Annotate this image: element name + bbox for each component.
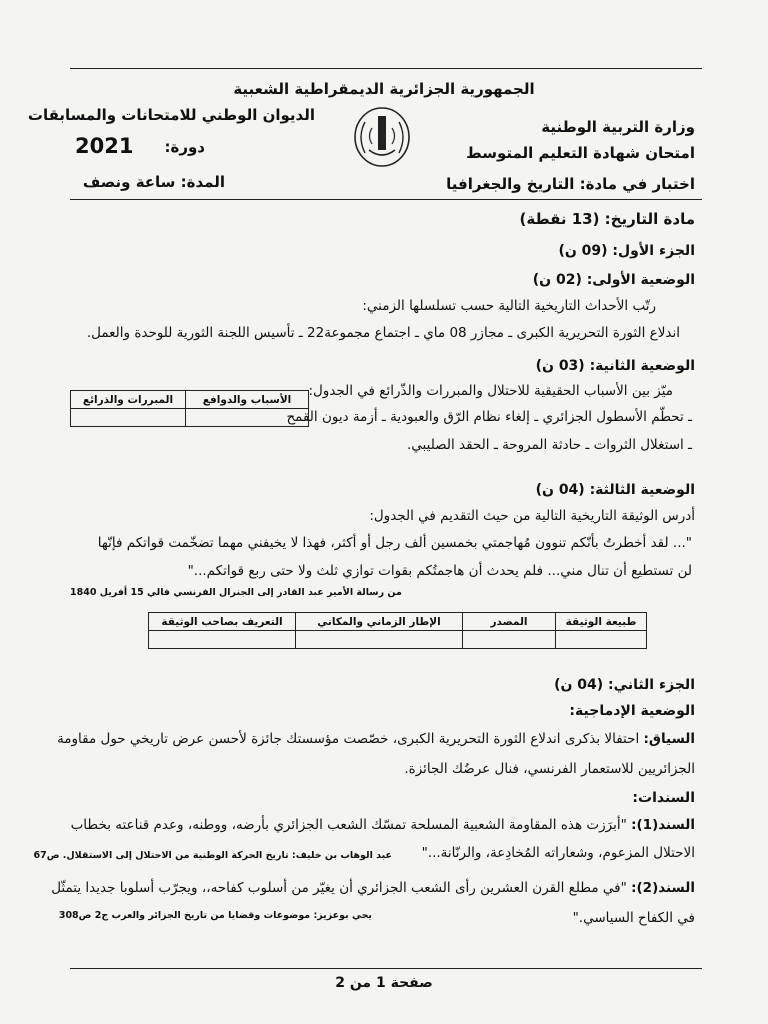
- situation3-title: الوضعية الثالثة: (04 ن): [535, 482, 695, 498]
- support1-label: السند(1):: [631, 817, 695, 833]
- national-emblem-seal-icon: [343, 106, 421, 168]
- ministry-name: وزارة التربية الوطنية: [541, 118, 695, 136]
- situation2-line1: ـ تحطّم الأسطول الجزائري ـ إلغاء نظام الرّق والعبودية ـ أزمة ديون القمح: [286, 409, 692, 425]
- doc-source-header: المصدر: [463, 613, 556, 631]
- header-rule: [70, 199, 702, 200]
- page-number: صفحة 1 من 2: [335, 975, 433, 991]
- session-year: 2021: [75, 134, 134, 158]
- support1-line2: الاحتلال المزعوم، وشعاراته المُخادِعة، والرنّانة...": [421, 845, 695, 861]
- doc-author-cell: [149, 631, 296, 649]
- situation2-title: الوضعية الثانية: (03 ن): [535, 358, 695, 374]
- document-source: من رسالة الأمير عبد القادر إلى الجنرال الفرنسي فالي 15 أفريل 1840: [70, 587, 402, 598]
- doc-frame-header: الإطار الزماني والمكاني: [296, 613, 463, 631]
- support1-source: عبد الوهاب بن خليف: تاريخ الحركة الوطنية من الاحتلال إلى الاستقلال. ص67: [33, 850, 392, 861]
- context-text: احتفالا بذكرى اندلاع الثورة التحريرية الكبرى، خصّصت مؤسستك جائزة لأحسن عرض تاريخي حول مقاومة: [57, 731, 644, 747]
- support2-label: السند(2):: [631, 880, 695, 896]
- situation3-instruction: أدرس الوثيقة التاريخية التالية من حيث التقديم في الجدول:: [369, 508, 695, 524]
- part2-title: الجزء الثاني: (04 ن): [554, 677, 695, 693]
- support1-line1: [71, 817, 695, 833]
- causes-table: [70, 390, 309, 427]
- session-label: دورة:: [164, 138, 205, 156]
- situation1-instruction: رتّب الأحداث التاريخية التالية حسب تسلسلها الزمني:: [362, 298, 656, 314]
- document-quote-line2: لن تستطيع أن تنال مني... فلم يحدث أن هاجمتُكم بقوات توازي ثلث ولا حتى ربع قواتكم...": [187, 563, 692, 579]
- support2-line1: [51, 880, 695, 896]
- top-rule: [70, 68, 702, 69]
- doc-nature-header: طبيعة الوثيقة: [556, 613, 647, 631]
- doc-source-cell: [463, 631, 556, 649]
- doc-frame-cell: [296, 631, 463, 649]
- exam-name: امتحان شهادة التعليم المتوسط: [466, 144, 695, 162]
- situation2-line2: ـ استغلال الثروات ـ حادثة المروحة ـ الحقد الصليبي.: [407, 437, 692, 453]
- subject-line: اختبار في مادة: التاريخ والجغرافيا: [446, 175, 695, 193]
- document-table: [148, 612, 647, 649]
- situation1-events: اندلاع الثورة التحريرية الكبرى ـ مجازر 08 ماي ـ اجتماع مجموعة22 ـ تأسيس اللجنة الثورية للوحدة والعمل.: [86, 325, 680, 341]
- republic-title: الجمهورية الجزائرية الديمقراطية الشعبية: [233, 80, 535, 98]
- context-line1: [57, 731, 695, 747]
- pretexts-header: المبررات والذرائع: [71, 391, 186, 409]
- situation1-title: الوضعية الأولى: (02 ن): [532, 272, 695, 288]
- history-title: مادة التاريخ: (13 نقطة): [519, 210, 695, 228]
- office-name: الديوان الوطني للامتحانات والمسابقات: [27, 106, 315, 124]
- doc-author-header: التعريف بصاحب الوثيقة: [149, 613, 296, 631]
- footer-rule: [70, 968, 702, 969]
- document-quote-line1: "... لقد أخطرتُ بأنّكم تنوون مُهاجمتي بخمسين ألف رجل أو أكثر، فهذا لا يخيفني مهما تضخّمت قواتكم فإنّها: [97, 535, 692, 551]
- causes-cell: [186, 409, 309, 427]
- support2-text: "في مطلع القرن العشرين رأى الشعب الجزائري أن يغيّر من أسلوب كفاحه،، ويجرّب أسلوبا جديدا يتمثّل: [51, 880, 632, 896]
- context-line2: الجزائريين للاستعمار الفرنسي، فنال عرضُك الجائزة.: [404, 761, 695, 777]
- support2-line2: في الكفاح السياسي.": [572, 910, 695, 926]
- causes-header: الأسباب والدوافع: [186, 391, 309, 409]
- support2-source: يحي بوعزيز: موضوعات وقضايا من تاريخ الجزائر والعرب ج2 ص308: [58, 910, 372, 921]
- support1-text: "أبرَزت هذه المقاومة الشعبية المسلحة تمسّك الشعب الجزائري بأرضه، ووطنه، وعدم قناعته بخطاب: [70, 817, 632, 833]
- doc-nature-cell: [556, 631, 647, 649]
- situation2-instruction: ميّز بين الأسباب الحقيقية للاحتلال والمبررات والذّرائع في الجدول:: [308, 383, 673, 399]
- context-label: السياق:: [643, 731, 695, 747]
- pretexts-cell: [71, 409, 186, 427]
- duration-line: المدة: ساعة ونصف: [82, 173, 225, 191]
- supports-title: السندات:: [632, 790, 695, 806]
- integration-title: الوضعية الإدماجية:: [569, 703, 695, 719]
- part1-title: الجزء الأول: (09 ن): [558, 243, 695, 259]
